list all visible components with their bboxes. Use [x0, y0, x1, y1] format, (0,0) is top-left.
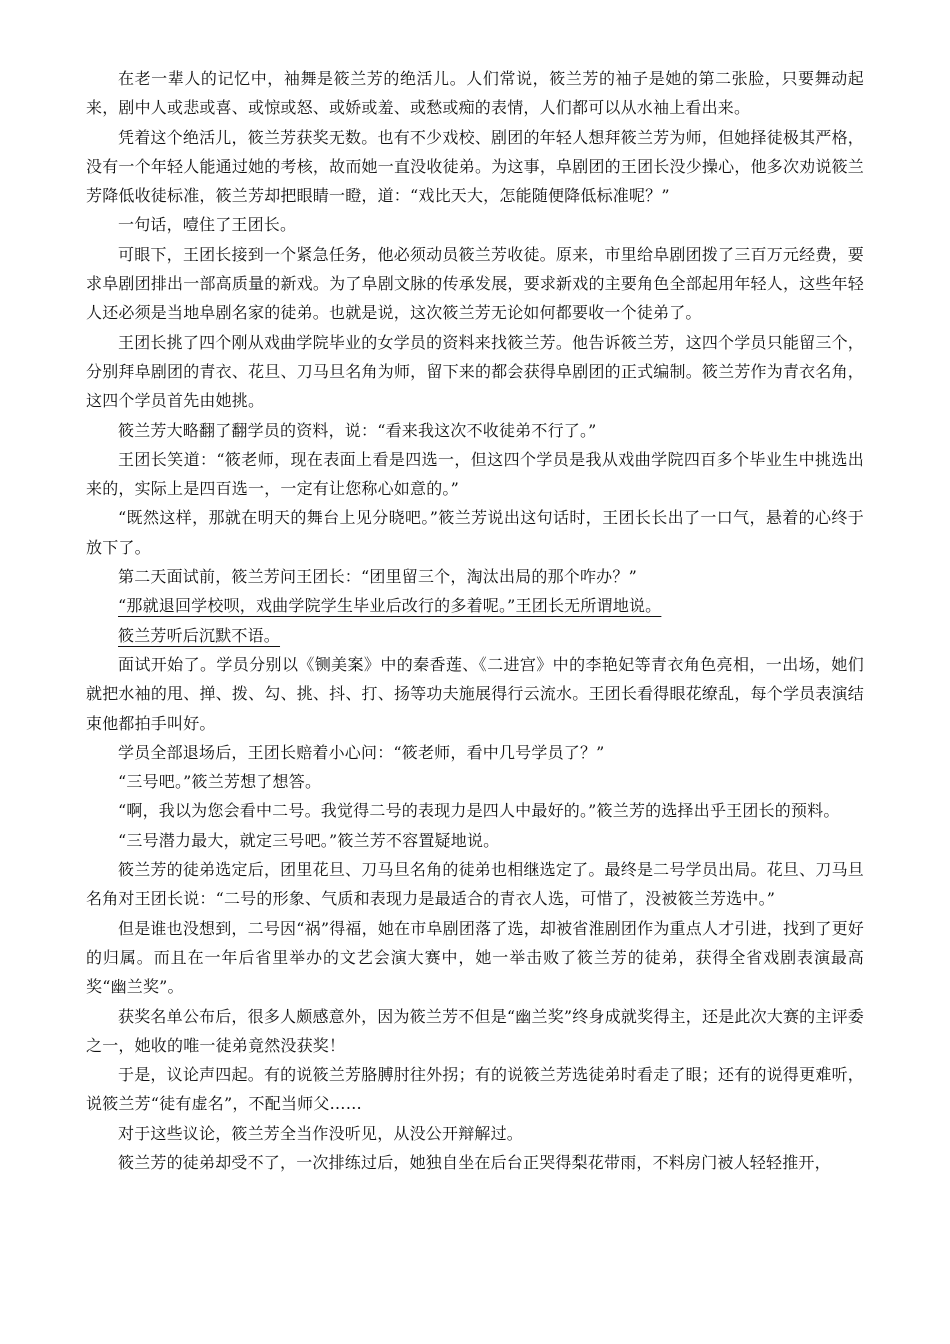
paragraph-20: 于是，议论声四起。有的说筱兰芳胳膊肘往外拐；有的说筱兰芳选徒弟时看走了眼；还有的说得更难听，说筱兰芳“徒有虚名”，不配当师父…… — [86, 1065, 864, 1114]
paragraph-4: 可眼下，王团长接到一个紧急任务，他必须动员筱兰芳收徒。原来，市里给阜剧团拨了三百万元经费，要求阜剧团排出一部高质量的新戏。为了阜剧文脉的传承发展，要求新戏的主要角色全部起用年轻人，这些年轻人还必须是当地阜剧名家的徒弟。也就是说，这次筱兰芳无论如何都要收一个徒弟了。 — [86, 244, 864, 323]
paragraph-19: 获奖名单公布后，很多人颇感意外，因为筱兰芳不但是“幽兰奖”终身成就奖得主，还是此次大赛的主评委之一，她收的唯一徒弟竟然没获奖！ — [86, 1006, 864, 1055]
paragraph-18: 但是谁也没想到，二号因“祸”得福，她在市阜剧团落了选，却被省淮剧团作为重点人才引进，找到了更好的归属。而且在一年后省里举办的文艺会演大赛中，她一举击败了筱兰芳的徒弟，获得全省戏剧表演最高奖“幽兰奖”。 — [86, 918, 864, 997]
paragraph-9: 第二天面试前，筱兰芳问王团长：“团里留三个，淘汰出局的那个咋办？” — [118, 567, 637, 587]
paragraph-16: “三号潜力最大，就定三号吧。”筱兰芳不容置疑地说。 — [118, 830, 500, 850]
paragraph-13: 学员全部退场后，王团长赔着小心问：“筱老师，看中几号学员了？” — [118, 742, 605, 762]
paragraph-5: 王团长挑了四个刚从戏曲学院毕业的女学员的资料来找筱兰芳。他告诉筱兰芳，这四个学员只能留三个，分别拜阜剧团的青衣、花旦、刀马旦名角为师，留下来的都会获得阜剧团的正式编制。筱兰芳作为青衣名角，这四个学员首先由她挑。 — [86, 332, 864, 411]
paragraph-14: “三号吧。”筱兰芳想了想答。 — [118, 772, 322, 792]
paragraph-15: “啊，我以为您会看中二号。我觉得二号的表现力是四人中最好的。”筱兰芳的选择出乎王团长的预料。 — [118, 801, 840, 821]
paragraph-22: 筱兰芳的徒弟却受不了，一次排练过后，她独自坐在后台正哭得梨花带雨，不料房门被人轻轻推开， — [118, 1152, 831, 1172]
paragraph-7: 王团长笑道：“筱老师，现在表面上看是四选一，但这四个学员是我从戏曲学院四百多个毕业生中挑选出来的，实际上是四百选一，一定有让您称心如意的。” — [86, 449, 864, 499]
paragraph-1: 在老一辈人的记忆中，袖舞是筱兰芳的绝活儿。人们常说，筱兰芳的袖子是她的第二张脸，只要舞动起来，剧中人或悲或喜、或惊或怒、或娇或羞、或愁或痴的表情，人们都可以从水袖上看出来。 — [86, 69, 864, 118]
paragraph-10-underlined: “那就退回学校呗，戏曲学院学生毕业后改行的多着呢。”王团长无所谓地说。 — [118, 596, 662, 616]
paragraph-2: 凭着这个绝活儿，筱兰芳获奖无数。也有不少戏校、剧团的年轻人想拜筱兰芳为师，但她择徒极其严格，没有一个年轻人能通过她的考核，故而她一直没收徒弟。为这事，阜剧团的王团长没少操心，他多次劝说筱兰芳降低收徒标准，筱兰芳却把眼睛一瞪，道：“戏比天大，怎能随便降低标准呢？” — [86, 127, 864, 206]
paragraph-17: 筱兰芳的徒弟选定后，团里花旦、刀马旦名角的徒弟也相继选定了。最终是二号学员出局。花旦、刀马旦名角对王团长说：“二号的形象、气质和表现力是最适合的青衣人选，可惜了，没被筱兰芳选中。” — [86, 860, 864, 909]
paragraph-6: 筱兰芳大略翻了翻学员的资料，说：“看来我这次不收徒弟不行了。” — [118, 420, 597, 440]
paragraph-11-underlined: 筱兰芳听后沉默不语。 — [118, 625, 281, 645]
paragraph-8: “既然这样，那就在明天的舞台上见分晓吧。”筱兰芳说出这句话时，王团长长出了一口气，悬着的心终于放下了。 — [86, 508, 864, 557]
paragraph-21: 对于这些议论，筱兰芳全当作没听见，从没公开辩解过。 — [118, 1123, 524, 1143]
paragraph-3: 一句话，噎住了王团长。 — [118, 215, 297, 235]
paragraph-12: 面试开始了。学员分别以《铡美案》中的秦香莲、《二进宫》中的李艳妃等青衣角色亮相，一出场，她们就把水袖的甩、掸、拨、勾、挑、抖、打、扬等功夫施展得行云流水。王团长看得眼花缭乱，每个学员表演结束他都拍手叫好。 — [86, 654, 864, 733]
